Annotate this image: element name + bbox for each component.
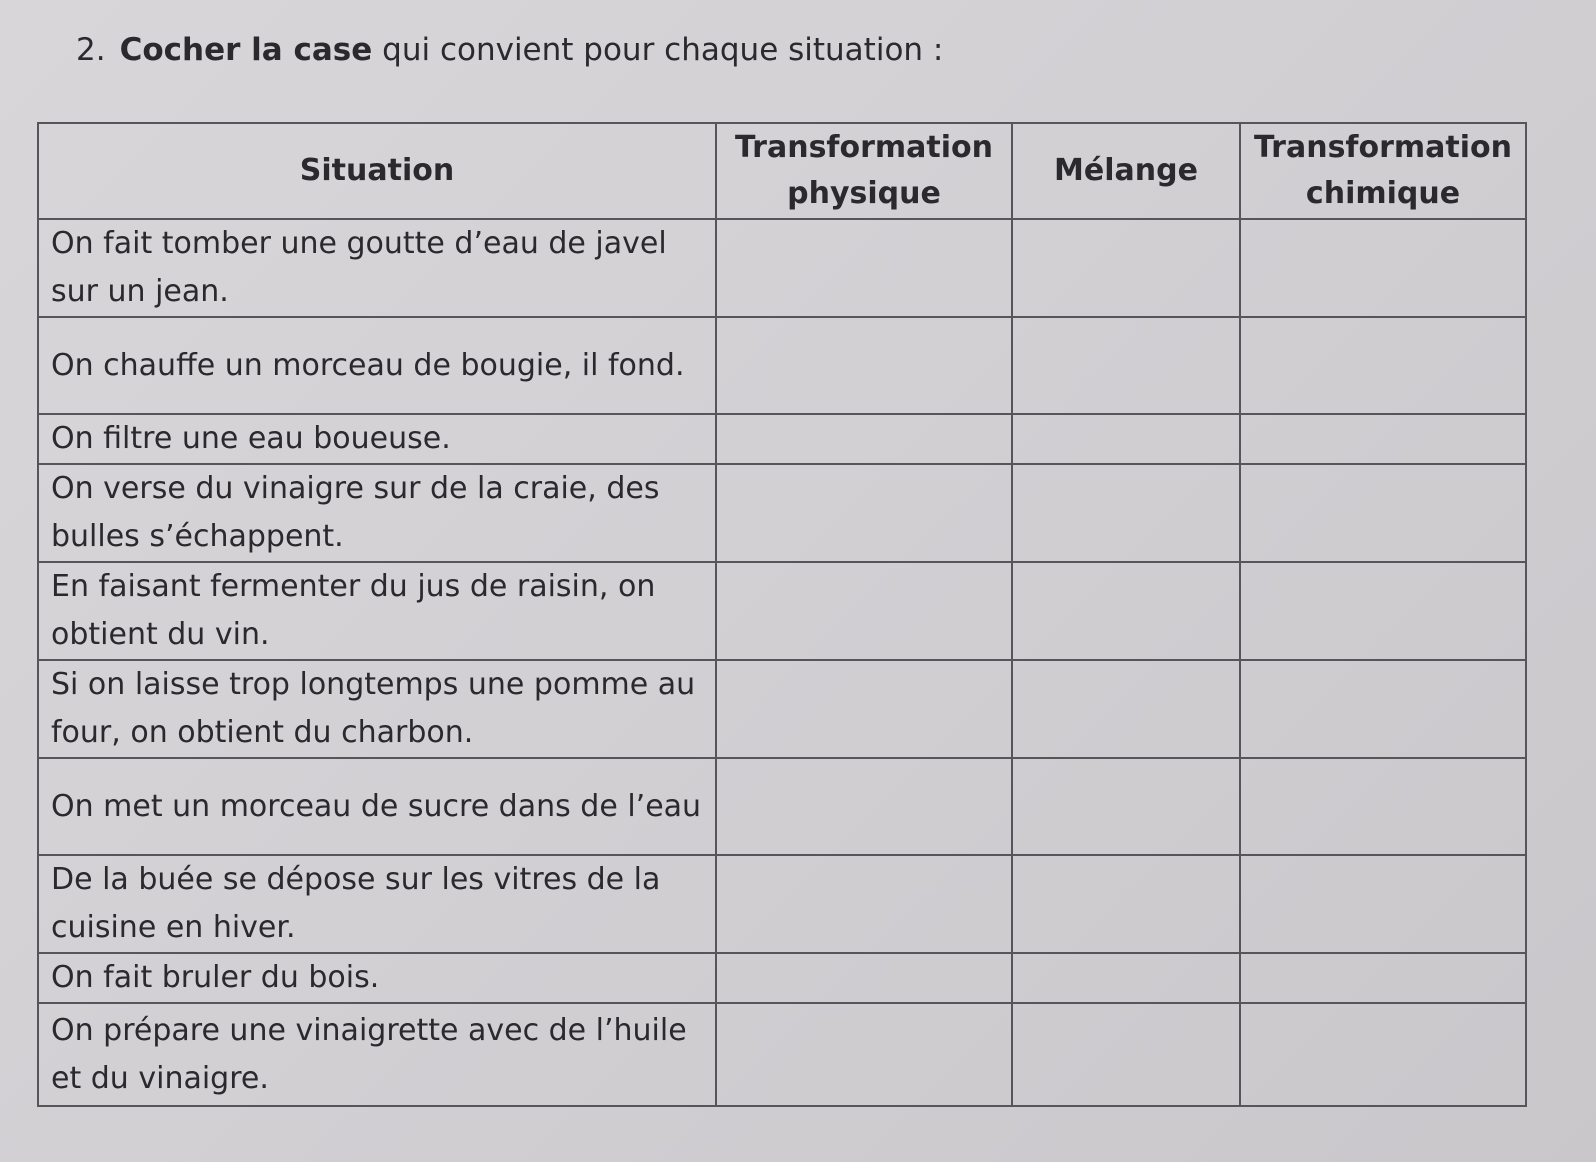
checkbox-physique[interactable]: [716, 464, 1012, 562]
situation-cell: On filtre une eau boueuse.: [38, 414, 716, 464]
checkbox-physique[interactable]: [716, 758, 1012, 855]
table-row: [38, 562, 1526, 660]
header-situation: Situation: [38, 123, 716, 219]
checkbox-chimique[interactable]: [1240, 414, 1526, 464]
checkbox-melange[interactable]: [1012, 562, 1240, 660]
checkbox-physique[interactable]: [716, 562, 1012, 660]
checkbox-melange[interactable]: [1012, 953, 1240, 1003]
situation-cell: On prépare une vinaigrette avec de l’huile et du vinaigre.: [38, 1003, 716, 1106]
table-row: [38, 758, 1526, 855]
instruction: [76, 28, 943, 72]
checkbox-physique[interactable]: [716, 660, 1012, 758]
table-row: [38, 219, 1526, 317]
situation-cell: On met un morceau de sucre dans de l’eau: [38, 758, 716, 855]
checkbox-chimique[interactable]: [1240, 1003, 1526, 1106]
checkbox-chimique[interactable]: [1240, 464, 1526, 562]
checkbox-physique[interactable]: [716, 414, 1012, 464]
question-number: 2.: [76, 32, 106, 68]
checkbox-melange[interactable]: [1012, 219, 1240, 317]
checkbox-chimique[interactable]: [1240, 758, 1526, 855]
header-transformation-physique: Transformation physique: [716, 123, 1012, 219]
checkbox-chimique[interactable]: [1240, 660, 1526, 758]
checkbox-physique[interactable]: [716, 219, 1012, 317]
checkbox-melange[interactable]: [1012, 317, 1240, 414]
checkbox-physique[interactable]: [716, 953, 1012, 1003]
checkbox-chimique[interactable]: [1240, 562, 1526, 660]
checkbox-chimique[interactable]: [1240, 219, 1526, 317]
situation-cell: On fait tomber une goutte d’eau de javel sur un jean.: [38, 219, 716, 317]
situation-cell: Si on laisse trop longtemps une pomme au four, on obtient du charbon.: [38, 660, 716, 758]
situation-cell: De la buée se dépose sur les vitres de la cuisine en hiver.: [38, 855, 716, 953]
checkbox-melange[interactable]: [1012, 855, 1240, 953]
checkbox-chimique[interactable]: [1240, 855, 1526, 953]
instruction-bold: Cocher la case: [119, 32, 373, 68]
table-row: [38, 317, 1526, 414]
table-row: [38, 953, 1526, 1003]
instruction-rest: qui convient pour chaque situation :: [372, 32, 944, 68]
situation-cell: On chauffe un morceau de bougie, il fond.: [38, 317, 716, 414]
checkbox-melange[interactable]: [1012, 660, 1240, 758]
checkbox-physique[interactable]: [716, 855, 1012, 953]
checkbox-chimique[interactable]: [1240, 953, 1526, 1003]
situation-cell: En faisant fermenter du jus de raisin, on obtient du vin.: [38, 562, 716, 660]
situation-cell: On fait bruler du bois.: [38, 953, 716, 1003]
checkbox-physique[interactable]: [716, 1003, 1012, 1106]
checkbox-chimique[interactable]: [1240, 317, 1526, 414]
table-row: [38, 1003, 1526, 1106]
checkbox-melange[interactable]: [1012, 758, 1240, 855]
header-row: [38, 123, 1526, 219]
header-melange: Mélange: [1012, 123, 1240, 219]
checkbox-physique[interactable]: [716, 317, 1012, 414]
table-row: [38, 464, 1526, 562]
header-transformation-chimique: Transformation chimique: [1240, 123, 1526, 219]
answer-table: [37, 122, 1527, 1107]
table-row: [38, 855, 1526, 953]
table-row: [38, 414, 1526, 464]
checkbox-melange[interactable]: [1012, 1003, 1240, 1106]
situation-cell: On verse du vinaigre sur de la craie, des bulles s’échappent.: [38, 464, 716, 562]
checkbox-melange[interactable]: [1012, 464, 1240, 562]
table-row: [38, 660, 1526, 758]
checkbox-melange[interactable]: [1012, 414, 1240, 464]
